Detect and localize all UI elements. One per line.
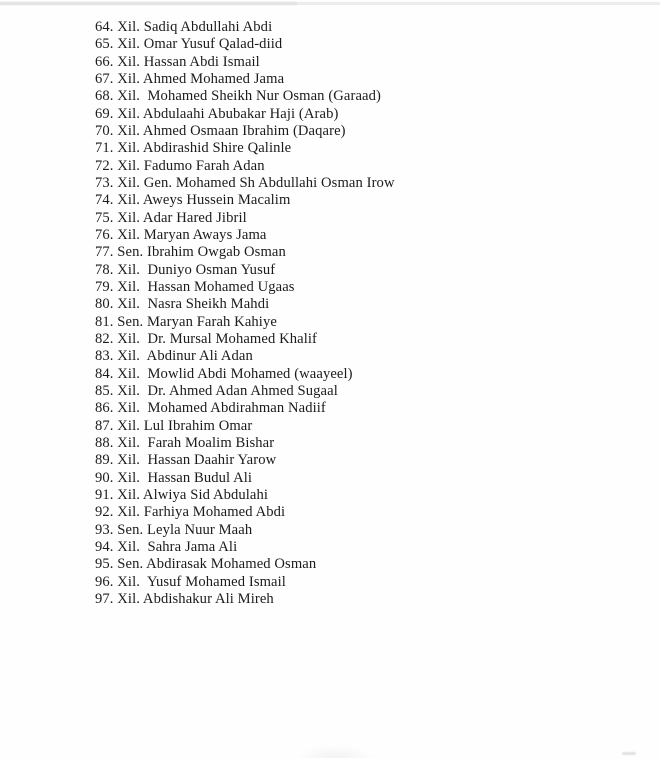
list-item: 79. Xil. Hassan Mohamed Ugaas [95,278,295,295]
list-item: 94. Xil. Sahra Jama Ali [95,538,238,555]
list-item: 86. Xil. Mohamed Abdirahman Nadiif [95,400,326,417]
list-item: 74. Xil. Aweys Hussein Macalim [95,192,291,209]
scan-edge-top [0,2,660,5]
list-item: 70. Xil. Ahmed Osmaan Ibrahim (Daqare) [95,122,346,139]
list-item: 90. Xil. Hassan Budul Ali [95,469,253,486]
list-item: 92. Xil. Farhiya Mohamed Abdi [95,504,286,521]
list-item: 80. Xil. Nasra Sheikh Mahdi [95,296,270,313]
list-item: 93. Sen. Leyla Nuur Maah [95,521,253,538]
list-item: 88. Xil. Farah Moalim Bishar [95,434,275,451]
list-item: 78. Xil. Duniyo Osman Yusuf [95,261,276,278]
list-item: 72. Xil. Fadumo Farah Adan [95,157,265,174]
member-list [95,19,635,608]
list-item: 97. Xil. Abdishakur Ali Mireh [95,590,274,607]
list-item: 87. Xil. Lul Ibrahim Omar [95,417,253,434]
list-item: 69. Xil. Abdulaahi Abubakar Haji (Arab) [95,105,339,122]
list-item: 82. Xil. Dr. Mursal Mohamed Khalif [95,330,317,347]
list-item: 64. Xil. Sadiq Abdullahi Abdi [95,19,273,35]
list-item: 77. Sen. Ibrahim Owgab Osman [95,244,286,261]
scan-smudge-bottom-right [622,752,636,755]
list-item: 73. Xil. Gen. Mohamed Sh Abdullahi Osman Irow [95,174,395,191]
list-item: 83. Xil. Abdinur Ali Adan [95,348,253,365]
list-item: 96. Xil. Yusuf Mohamed Ismail [95,573,286,590]
list-item: 95. Sen. Abdirasak Mohamed Osman [95,556,317,573]
list-item: 89. Xil. Hassan Daahir Yarow [95,452,277,469]
list-item: 84. Xil. Mowlid Abdi Mohamed (waayeel) [95,365,353,382]
list-item: 75. Xil. Adar Hared Jibril [95,209,247,226]
list-item: 66. Xil. Hassan Abdi Ismail [95,53,260,70]
list-item: 85. Xil. Dr. Ahmed Adan Ahmed Sugaal [95,382,338,399]
list-item: 68. Xil. Mohamed Sheikh Nur Osman (Garaad) [95,88,381,105]
list-item: 91. Xil. Alwiya Sid Abdulahi [95,486,269,503]
list-item: 65. Xil. Omar Yusuf Qalad-diid [95,36,283,53]
list-item: 76. Xil. Maryan Aways Jama [95,226,267,243]
list-item: 71. Xil. Abdirashid Shire Qalinle [95,140,292,157]
list-item: 67. Xil. Ahmed Mohamed Jama [95,70,285,87]
scan-smudge-bottom-center [295,744,375,758]
list-item: 81. Sen. Maryan Farah Kahiye [95,313,277,330]
